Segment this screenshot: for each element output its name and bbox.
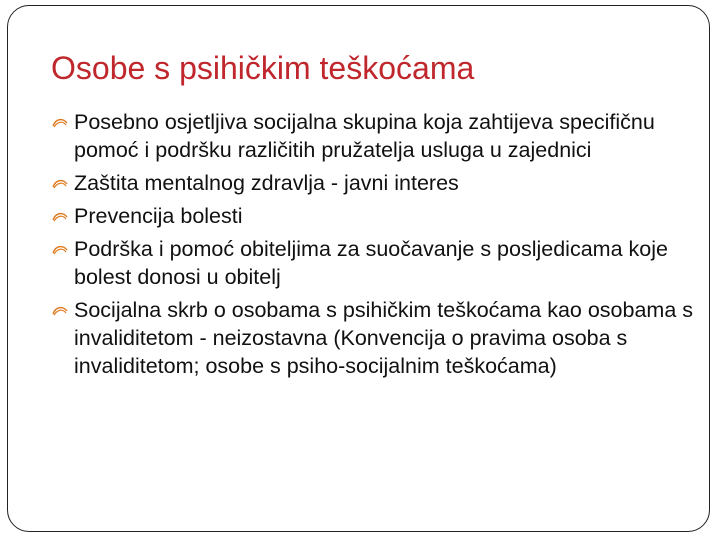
swirl-bullet-icon [52,178,68,190]
swirl-bullet-icon [52,211,68,223]
list-item [52,296,702,380]
bullet-text: Podrška i pomoć obiteljima za suočavanje s posljedicama koje bolest donosi u obitelj [74,237,668,289]
list-item [52,108,702,164]
swirl-bullet-icon [52,117,68,129]
list-item [52,202,702,230]
list-item [52,169,702,197]
bullet-text: Prevencija bolesti [74,204,243,228]
list-item [52,235,702,291]
slide-title: Osobe s psihičkim teškoćama [51,50,475,86]
swirl-bullet-icon [52,244,68,256]
swirl-bullet-icon [52,305,68,317]
bullet-text: Socijalna skrb o osobama s psihičkim teškoćama kao osobama s invaliditetom - neizostavna (Konvencija o pravima osoba s invaliditetom; osobe s psiho-socijalnim teškoćama) [74,298,694,378]
bullet-list [52,108,702,385]
bullet-text: Zaštita mentalnog zdravlja - javni interes [74,171,459,195]
slide-frame [7,5,710,532]
bullet-text: Posebno osjetljiva socijalna skupina koja zahtijeva specifičnu pomoć i podršku različitih pružatelja usluga u zajednici [74,110,655,162]
